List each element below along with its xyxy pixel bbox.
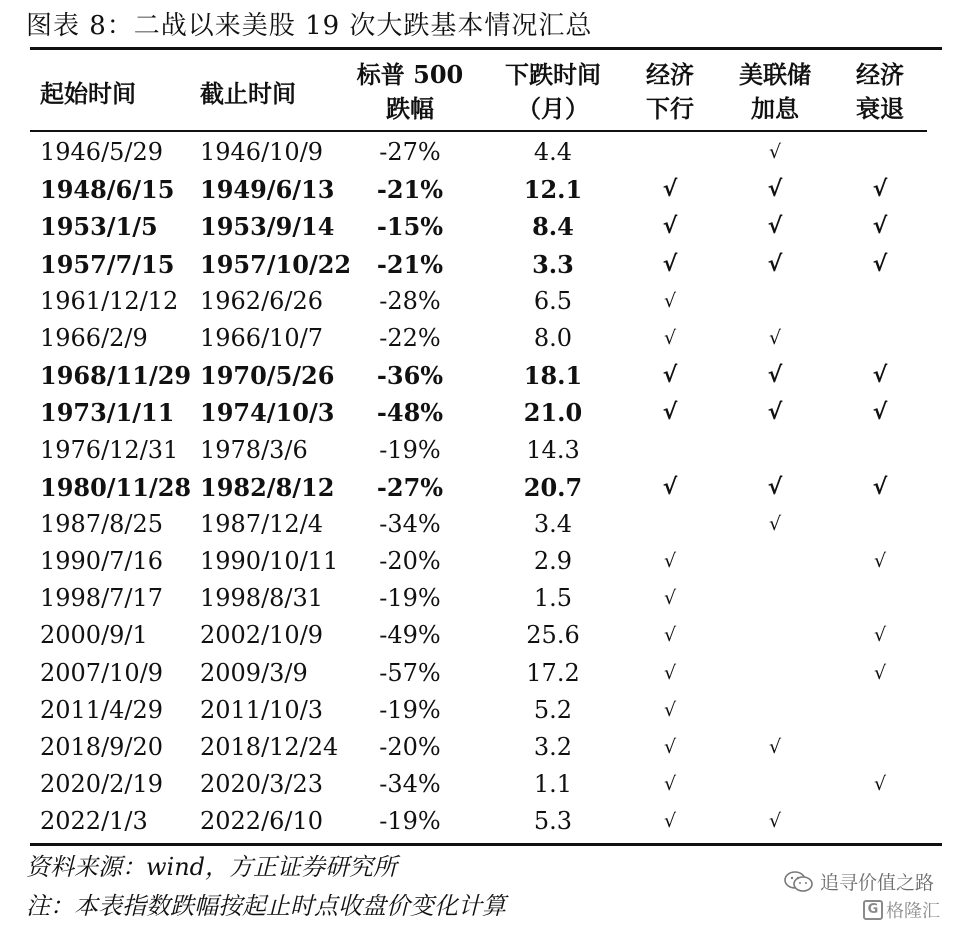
brand-logo-icon: G (863, 900, 883, 920)
end-date-cell: 1957/10/22 (200, 249, 352, 279)
table-row (0, 246, 956, 283)
economic-downturn-check: √ (663, 326, 677, 349)
sp500-drop-cell: -20% (379, 547, 441, 576)
recession-check: √ (872, 363, 888, 389)
end-date-cell: 2020/3/23 (200, 770, 324, 799)
header-economic-downturn-line1: 经济 (646, 60, 694, 89)
header-fed-hike (730, 58, 820, 126)
economic-downturn-check: √ (663, 810, 677, 833)
decline-months-cell: 1.5 (533, 584, 573, 613)
fed-hike-check: √ (768, 512, 782, 535)
recession-check: √ (873, 624, 887, 647)
end-date-cell: 2011/10/3 (200, 695, 324, 724)
decline-months-cell: 5.2 (533, 695, 573, 724)
table-row (0, 692, 956, 729)
table-row (0, 320, 956, 357)
economic-downturn-check: √ (663, 587, 677, 610)
sp500-drop-cell: -19% (379, 695, 441, 724)
header-recession (840, 58, 920, 126)
header-fed-hike-line2: 加息 (751, 94, 799, 123)
wechat-watermark (784, 868, 934, 895)
table-row (0, 580, 956, 617)
economic-downturn-check: √ (663, 624, 677, 647)
economic-downturn-check: √ (663, 773, 677, 796)
fed-hike-check: √ (768, 736, 782, 758)
end-date-cell: 2022/6/10 (200, 807, 324, 836)
table-row (0, 655, 956, 692)
header-sp500-drop (345, 58, 475, 126)
fed-hike-check: √ (767, 251, 783, 277)
table-row (0, 432, 956, 469)
start-date-cell: 1976/12/31 (40, 435, 179, 464)
decline-months-cell: 2.9 (533, 547, 573, 576)
economic-downturn-check: √ (663, 698, 677, 721)
fed-hike-check: √ (767, 474, 783, 500)
end-date-cell: 1949/6/13 (200, 175, 335, 205)
decline-months-cell: 6.5 (533, 286, 573, 315)
decline-months-cell: 3.2 (533, 733, 573, 761)
table-row (0, 469, 956, 506)
start-date-cell: 1973/1/11 (40, 398, 175, 428)
end-date-cell: 1966/10/7 (200, 323, 324, 352)
top-rule (30, 47, 942, 50)
start-date-cell: 1990/7/16 (40, 547, 164, 576)
economic-downturn-check: √ (662, 400, 678, 426)
start-date-cell: 1966/2/9 (40, 323, 148, 352)
fed-hike-check: √ (768, 141, 782, 163)
end-date-cell: 1970/5/26 (200, 361, 335, 391)
start-date-cell: 2011/4/29 (40, 695, 164, 724)
sp500-drop-cell: -19% (379, 584, 441, 613)
table-row (0, 357, 956, 394)
header-recession-line1: 经济 (856, 60, 904, 89)
start-date-cell: 1968/11/29 (40, 361, 192, 391)
end-date-cell: 1982/8/12 (200, 472, 335, 502)
start-date-cell: 1946/5/29 (40, 138, 164, 166)
economic-downturn-check: √ (663, 289, 677, 312)
start-date-cell: 1948/6/15 (40, 175, 175, 205)
header-decline-months (493, 58, 613, 126)
recession-check: √ (873, 661, 887, 684)
end-date-cell: 1974/10/3 (200, 398, 335, 428)
end-date-cell: 2018/12/24 (200, 733, 339, 761)
header-end-date: 截止时间 (200, 79, 296, 108)
sp500-drop-cell: -28% (379, 286, 441, 315)
table-row (0, 617, 956, 654)
fed-hike-check: √ (768, 326, 782, 349)
start-date-cell: 1998/7/17 (40, 584, 164, 613)
end-date-cell: 1987/12/4 (200, 509, 324, 538)
fed-hike-check: √ (767, 363, 783, 389)
economic-downturn-check: √ (662, 214, 678, 240)
wechat-account-name: 追寻价值之路 (819, 872, 934, 894)
end-date-cell: 2002/10/9 (200, 621, 324, 650)
brand-name: 格隆汇 (886, 901, 940, 922)
header-economic-downturn (630, 58, 710, 126)
decline-months-cell: 12.1 (523, 175, 583, 205)
decline-months-cell: 4.4 (533, 138, 573, 166)
economic-downturn-check: √ (662, 251, 678, 277)
decline-months-cell: 1.1 (533, 770, 573, 799)
end-date-cell: 1978/3/6 (200, 435, 308, 464)
header-sp500-drop-line1: 标普 500 (356, 60, 464, 89)
table-row (0, 766, 956, 803)
fed-hike-check: √ (767, 177, 783, 203)
sp500-drop-cell: -21% (376, 249, 444, 279)
start-date-cell: 1980/11/28 (40, 472, 192, 502)
start-date-cell: 2022/1/3 (40, 807, 148, 836)
economic-downturn-check: √ (662, 177, 678, 203)
economic-downturn-check: √ (663, 661, 677, 684)
sp500-drop-cell: -49% (379, 621, 441, 650)
economic-downturn-check: √ (663, 736, 677, 758)
recession-check: √ (872, 214, 888, 240)
table-row (0, 506, 956, 543)
table-row (0, 171, 956, 208)
table-row (0, 543, 956, 580)
decline-months-cell: 3.4 (533, 509, 573, 538)
start-date-cell: 1957/7/15 (40, 249, 175, 279)
calculation-note: 注：本表指数跌幅按起止时点收盘价变化计算 (26, 892, 506, 920)
start-date-cell: 2020/2/19 (40, 770, 164, 799)
decline-months-cell: 8.4 (532, 212, 574, 242)
economic-downturn-check: √ (663, 550, 677, 573)
header-decline-months-line2: （月） (517, 94, 589, 123)
recession-check: √ (872, 474, 888, 500)
table-row (0, 803, 956, 840)
sp500-drop-cell: -15% (376, 212, 444, 242)
sp500-drop-cell: -19% (379, 807, 441, 836)
economic-downturn-check: √ (662, 474, 678, 500)
sp500-drop-cell: -57% (379, 658, 441, 687)
table-row (0, 283, 956, 320)
table-row (0, 134, 956, 171)
header-decline-months-line1: 下跌时间 (505, 60, 601, 89)
table-body (0, 134, 956, 841)
sp500-drop-cell: -20% (379, 733, 441, 761)
sp500-drop-cell: -19% (379, 435, 441, 464)
recession-check: √ (872, 251, 888, 277)
recession-check: √ (872, 177, 888, 203)
end-date-cell: 1946/10/9 (200, 138, 324, 166)
recession-check: √ (873, 550, 887, 573)
fed-hike-check: √ (767, 214, 783, 240)
table-title: 图表 8：二战以来美股 19 次大跌基本情况汇总 (26, 11, 593, 41)
start-date-cell: 1953/1/5 (40, 212, 158, 242)
sp500-drop-cell: -36% (376, 361, 444, 391)
recession-check: √ (873, 773, 887, 796)
decline-months-cell: 20.7 (523, 472, 583, 502)
end-date-cell: 1953/9/14 (200, 212, 335, 242)
fed-hike-check: √ (767, 400, 783, 426)
end-date-cell: 2009/3/9 (200, 658, 308, 687)
decline-months-cell: 18.1 (523, 361, 583, 391)
start-date-cell: 1961/12/12 (40, 286, 179, 315)
sp500-drop-cell: -48% (376, 398, 444, 428)
header-recession-line2: 衰退 (856, 94, 904, 123)
decline-months-cell: 3.3 (532, 249, 574, 279)
fed-hike-check: √ (768, 810, 782, 833)
wechat-icon (784, 871, 814, 893)
sp500-drop-cell: -34% (379, 770, 441, 799)
economic-downturn-check: √ (662, 363, 678, 389)
header-sp500-drop-line2: 跌幅 (386, 94, 434, 123)
table-row (0, 394, 956, 431)
sp500-drop-cell: -22% (379, 323, 441, 352)
header-start-date: 起始时间 (40, 79, 136, 108)
start-date-cell: 1987/8/25 (40, 509, 164, 538)
sp500-drop-cell: -21% (376, 175, 444, 205)
start-date-cell: 2018/9/20 (40, 733, 164, 761)
recession-check: √ (872, 400, 888, 426)
end-date-cell: 1998/8/31 (200, 584, 324, 613)
decline-months-cell: 5.3 (533, 807, 573, 836)
bottom-rule (30, 843, 942, 846)
sp500-drop-cell: -27% (379, 138, 441, 166)
table-row (0, 729, 956, 766)
decline-months-cell: 25.6 (526, 621, 580, 650)
source-note: 资料来源：wind，方正证券研究所 (26, 853, 398, 881)
decline-months-cell: 8.0 (533, 323, 573, 352)
decline-months-cell: 21.0 (523, 398, 583, 428)
sp500-drop-cell: -27% (376, 472, 444, 502)
sp500-drop-cell: -34% (379, 509, 441, 538)
decline-months-cell: 17.2 (526, 658, 580, 687)
brand-watermark (863, 897, 940, 923)
header-fed-hike-line1: 美联储 (739, 60, 811, 89)
header-economic-downturn-line2: 下行 (646, 94, 694, 123)
end-date-cell: 1962/6/26 (200, 286, 324, 315)
decline-months-cell: 14.3 (526, 435, 580, 464)
start-date-cell: 2007/10/9 (40, 658, 164, 687)
header-rule (30, 130, 927, 132)
start-date-cell: 2000/9/1 (40, 621, 148, 650)
table-row (0, 208, 956, 245)
end-date-cell: 1990/10/11 (200, 547, 339, 576)
